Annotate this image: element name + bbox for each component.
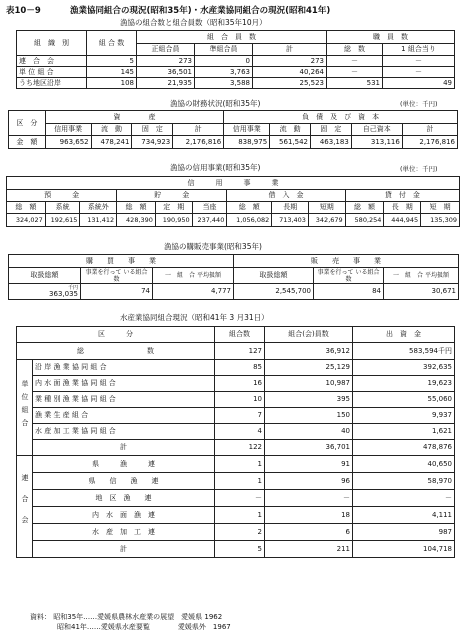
cell: 583,594千円 (353, 343, 455, 360)
cell: 1 (215, 507, 265, 524)
cell: － (327, 67, 383, 78)
cell: 6 (265, 524, 353, 541)
cell: － (383, 56, 455, 67)
header-per-union: 1 組合当り (383, 44, 455, 56)
row-label: 県 漁 連 (33, 456, 215, 473)
cell: － (383, 67, 455, 78)
cell: 4,111 (353, 507, 455, 524)
header-assets: 資 産 (45, 111, 224, 124)
table-credit (6, 176, 460, 227)
col-header: 総 額 (227, 202, 272, 214)
cell: 74 (81, 284, 153, 300)
cell: 342,679 (308, 214, 345, 227)
group-label-unit-unions: 単位組合 (17, 360, 33, 456)
table-row (17, 424, 455, 440)
table-number: 表10－9 (6, 6, 41, 16)
row-label: 地 区 漁 連 (33, 490, 215, 507)
col-header: 長期 (272, 202, 309, 214)
cell: 190,950 (155, 214, 192, 227)
col-header: 流 動 (91, 124, 132, 136)
col-header: 一 組 合 平均扱額 (384, 268, 459, 284)
table-row (17, 56, 455, 67)
cell: 478,876 (353, 440, 455, 456)
col-header: 信用事業 (224, 124, 270, 136)
row-label: 内 水 面 漁 業 協 同 組 合 (33, 376, 215, 392)
cell: 40,650 (353, 456, 455, 473)
cell: 5 (215, 541, 265, 558)
table-purchase-sales (8, 254, 459, 300)
col-header: 定 期 (155, 202, 192, 214)
row-label: うち地区沿岸 (17, 78, 87, 89)
table4-title: 漁協の購販売事業(昭和35年) (164, 242, 262, 251)
cell: 19,623 (353, 376, 455, 392)
cell: 273 (137, 56, 195, 67)
cell: 10 (215, 392, 265, 408)
cell-value: 363,035 (49, 289, 78, 298)
cell: 36,501 (137, 67, 195, 78)
cell: 1 (215, 473, 265, 490)
table-union-members (16, 30, 455, 89)
cell: － (353, 490, 455, 507)
cell: 10,987 (265, 376, 353, 392)
table-row (9, 284, 459, 300)
cell: 36,701 (265, 440, 353, 456)
row-label: 内 水 面 漁 連 (33, 507, 215, 524)
cell: 324,027 (7, 214, 46, 227)
header-members: 組 合 員 数 (137, 31, 327, 44)
source-label: 資料： (30, 613, 51, 621)
row-label: 水 産 加 工 連 (33, 524, 215, 541)
cell: 392,635 (353, 360, 455, 376)
cell: 3,588 (195, 78, 253, 89)
header-section: 区 分 (9, 111, 46, 136)
table-fisheries-coop (16, 326, 455, 558)
header-sales: 販 売 事 業 (234, 255, 459, 268)
col-header: 総 額 (345, 202, 384, 214)
col-header: 自己資本 (351, 124, 402, 136)
cell: 0 (195, 56, 253, 67)
cell: 444,945 (384, 214, 421, 227)
unit-mark: 千円 (67, 284, 78, 291)
col-header: 総 額 (7, 202, 46, 214)
cell: 2,176,816 (402, 136, 457, 149)
table-row (17, 376, 455, 392)
cell: 273 (253, 56, 327, 67)
header-savings: 貯 金 (117, 190, 227, 202)
cell: 49 (383, 78, 455, 89)
header-count: 組 合 数 (87, 31, 137, 56)
col-header: 固 定 (310, 124, 351, 136)
table3-title: 漁協の信用事業(昭和35年) (170, 163, 261, 172)
total-row (17, 343, 455, 360)
row-label: 計 (33, 541, 215, 558)
cell: 96 (265, 473, 353, 490)
cell: 211 (265, 541, 353, 558)
source-note (30, 612, 231, 632)
cell: 713,403 (272, 214, 309, 227)
col-header: 計 (173, 124, 224, 136)
header-regular: 正組合員 (137, 44, 195, 56)
row-label: 業 種 別 漁 業 協 同 組 合 (33, 392, 215, 408)
header-kind: 組 織 別 (17, 31, 87, 56)
table2-unit: (単位：千円) (400, 100, 438, 108)
table-row (17, 473, 455, 490)
cell: 84 (314, 284, 384, 300)
header-borrowings: 借 入 金 (227, 190, 345, 202)
source-line-2: 昭和41年……愛媛県水産要覧 愛媛県外 1967 (57, 623, 231, 631)
cell: 313,116 (351, 136, 402, 149)
cell: 561,542 (270, 136, 311, 149)
cell: 25,129 (265, 360, 353, 376)
col-header: 計 (402, 124, 457, 136)
row-label: 単 位 組 合 (17, 67, 87, 78)
header-section: 区 分 (17, 327, 215, 343)
table-row (17, 78, 455, 89)
cell: 3,763 (195, 67, 253, 78)
cell: 30,671 (384, 284, 459, 300)
table-row (17, 392, 455, 408)
header-liabilities: 負 債 及 び 資 本 (224, 111, 458, 124)
table-row (17, 360, 455, 376)
table-row (9, 136, 458, 149)
col-header: 長 期 (384, 202, 421, 214)
table-row (17, 67, 455, 78)
cell: 150 (265, 408, 353, 424)
cell: － (265, 490, 353, 507)
table-finance (8, 110, 458, 149)
cell: 1,621 (353, 424, 455, 440)
cell: 428,390 (117, 214, 156, 227)
cell: 7 (215, 408, 265, 424)
row-label: 漁 業 生 産 組 合 (33, 408, 215, 424)
cell: 478,241 (91, 136, 132, 149)
row-label: 総 数 (17, 343, 215, 360)
table2-title: 漁協の財務状況(昭和35年) (170, 99, 261, 108)
cell: 9,937 (353, 408, 455, 424)
cell: 131,412 (80, 214, 117, 227)
table-row (17, 456, 455, 473)
row-label: 水 産 加 工 業 協 同 組 合 (33, 424, 215, 440)
table3-unit: (単位：千円) (400, 165, 438, 173)
header-staff: 職 員 数 (327, 31, 455, 44)
cell: 2,545,700 (234, 284, 314, 300)
subtotal-row (17, 541, 455, 558)
main-title: 漁業協同組合の現況(昭和35年)・水産業協同組合の現況(昭和41年) (70, 6, 331, 16)
cell: 395 (265, 392, 353, 408)
row-label: 連 合 会 (17, 56, 87, 67)
header-count: 組合数 (215, 327, 265, 343)
cell: 145 (87, 67, 137, 78)
cell (9, 284, 81, 300)
row-label: 計 (33, 440, 215, 456)
cell: 734,923 (132, 136, 173, 149)
cell: 963,652 (45, 136, 91, 149)
cell: 25,523 (253, 78, 327, 89)
col-header: 系統 (45, 202, 80, 214)
subtotal-row (17, 440, 455, 456)
header-credit: 信 用 事 業 (7, 177, 460, 190)
col-header: 当座 (192, 202, 227, 214)
cell: 40 (265, 424, 353, 440)
col-header: 取扱総額 (234, 268, 314, 284)
cell: 135,309 (421, 214, 460, 227)
header-capital: 出 資 金 (353, 327, 455, 343)
row-label: 金 額 (9, 136, 46, 149)
cell: 237,440 (192, 214, 227, 227)
col-header: 短期 (308, 202, 345, 214)
header-members: 組合(会)員数 (265, 327, 353, 343)
cell: 838,975 (224, 136, 270, 149)
group-label-federations: 連合会 (17, 456, 33, 558)
col-header: 事業を行って いる組合数 (314, 268, 384, 284)
header-deposits: 預 金 (7, 190, 117, 202)
col-header: 信用事業 (45, 124, 91, 136)
col-header: 短 期 (421, 202, 460, 214)
col-header: 事業を行って いる組合数 (81, 268, 153, 284)
table-row (17, 524, 455, 541)
cell: 85 (215, 360, 265, 376)
cell: 18 (265, 507, 353, 524)
cell: 36,912 (265, 343, 353, 360)
cell: 2 (215, 524, 265, 541)
cell: 192,615 (45, 214, 80, 227)
cell: 16 (215, 376, 265, 392)
cell: 1 (215, 456, 265, 473)
cell: 463,183 (310, 136, 351, 149)
cell: 55,060 (353, 392, 455, 408)
header-total: 計 (253, 44, 327, 56)
table-row (17, 507, 455, 524)
cell: 531 (327, 78, 383, 89)
cell: 987 (353, 524, 455, 541)
row-label: 県 信 漁 連 (33, 473, 215, 490)
source-line-1: 昭和35年……愛媛県農林水産業の展望 愛媛県 1962 (53, 613, 223, 621)
cell: 5 (87, 56, 137, 67)
col-header: 取扱総額 (9, 268, 81, 284)
cell: 40,264 (253, 67, 327, 78)
cell: 104,718 (353, 541, 455, 558)
cell: 58,970 (353, 473, 455, 490)
cell: 108 (87, 78, 137, 89)
cell: 580,254 (345, 214, 384, 227)
cell: 127 (215, 343, 265, 360)
header-loans: 貸 付 金 (345, 190, 459, 202)
cell: － (215, 490, 265, 507)
col-header: 固 定 (132, 124, 173, 136)
cell: 4,777 (153, 284, 234, 300)
cell: 21,935 (137, 78, 195, 89)
cell: 1,056,082 (227, 214, 272, 227)
col-header: 総 額 (117, 202, 156, 214)
cell: － (327, 56, 383, 67)
header-purchase: 購 買 事 業 (9, 255, 234, 268)
cell: 4 (215, 424, 265, 440)
table-row (17, 408, 455, 424)
col-header: 一 組 合 平均扱額 (153, 268, 234, 284)
header-staff-total: 総 数 (327, 44, 383, 56)
table-row (17, 490, 455, 507)
header-associate: 準組合員 (195, 44, 253, 56)
cell: 2,176,816 (173, 136, 224, 149)
row-label: 沿 岸 漁 業 協 同 組 合 (33, 360, 215, 376)
table1-title: 漁協の組合数と組合員数（昭和35年10月） (120, 18, 267, 27)
table5-title: 水産業協同組合現況（昭和41年 3 月31日） (120, 313, 269, 322)
table-row (7, 214, 460, 227)
col-header: 流 動 (270, 124, 311, 136)
col-header: 系統外 (80, 202, 117, 214)
cell: 122 (215, 440, 265, 456)
cell: 91 (265, 456, 353, 473)
